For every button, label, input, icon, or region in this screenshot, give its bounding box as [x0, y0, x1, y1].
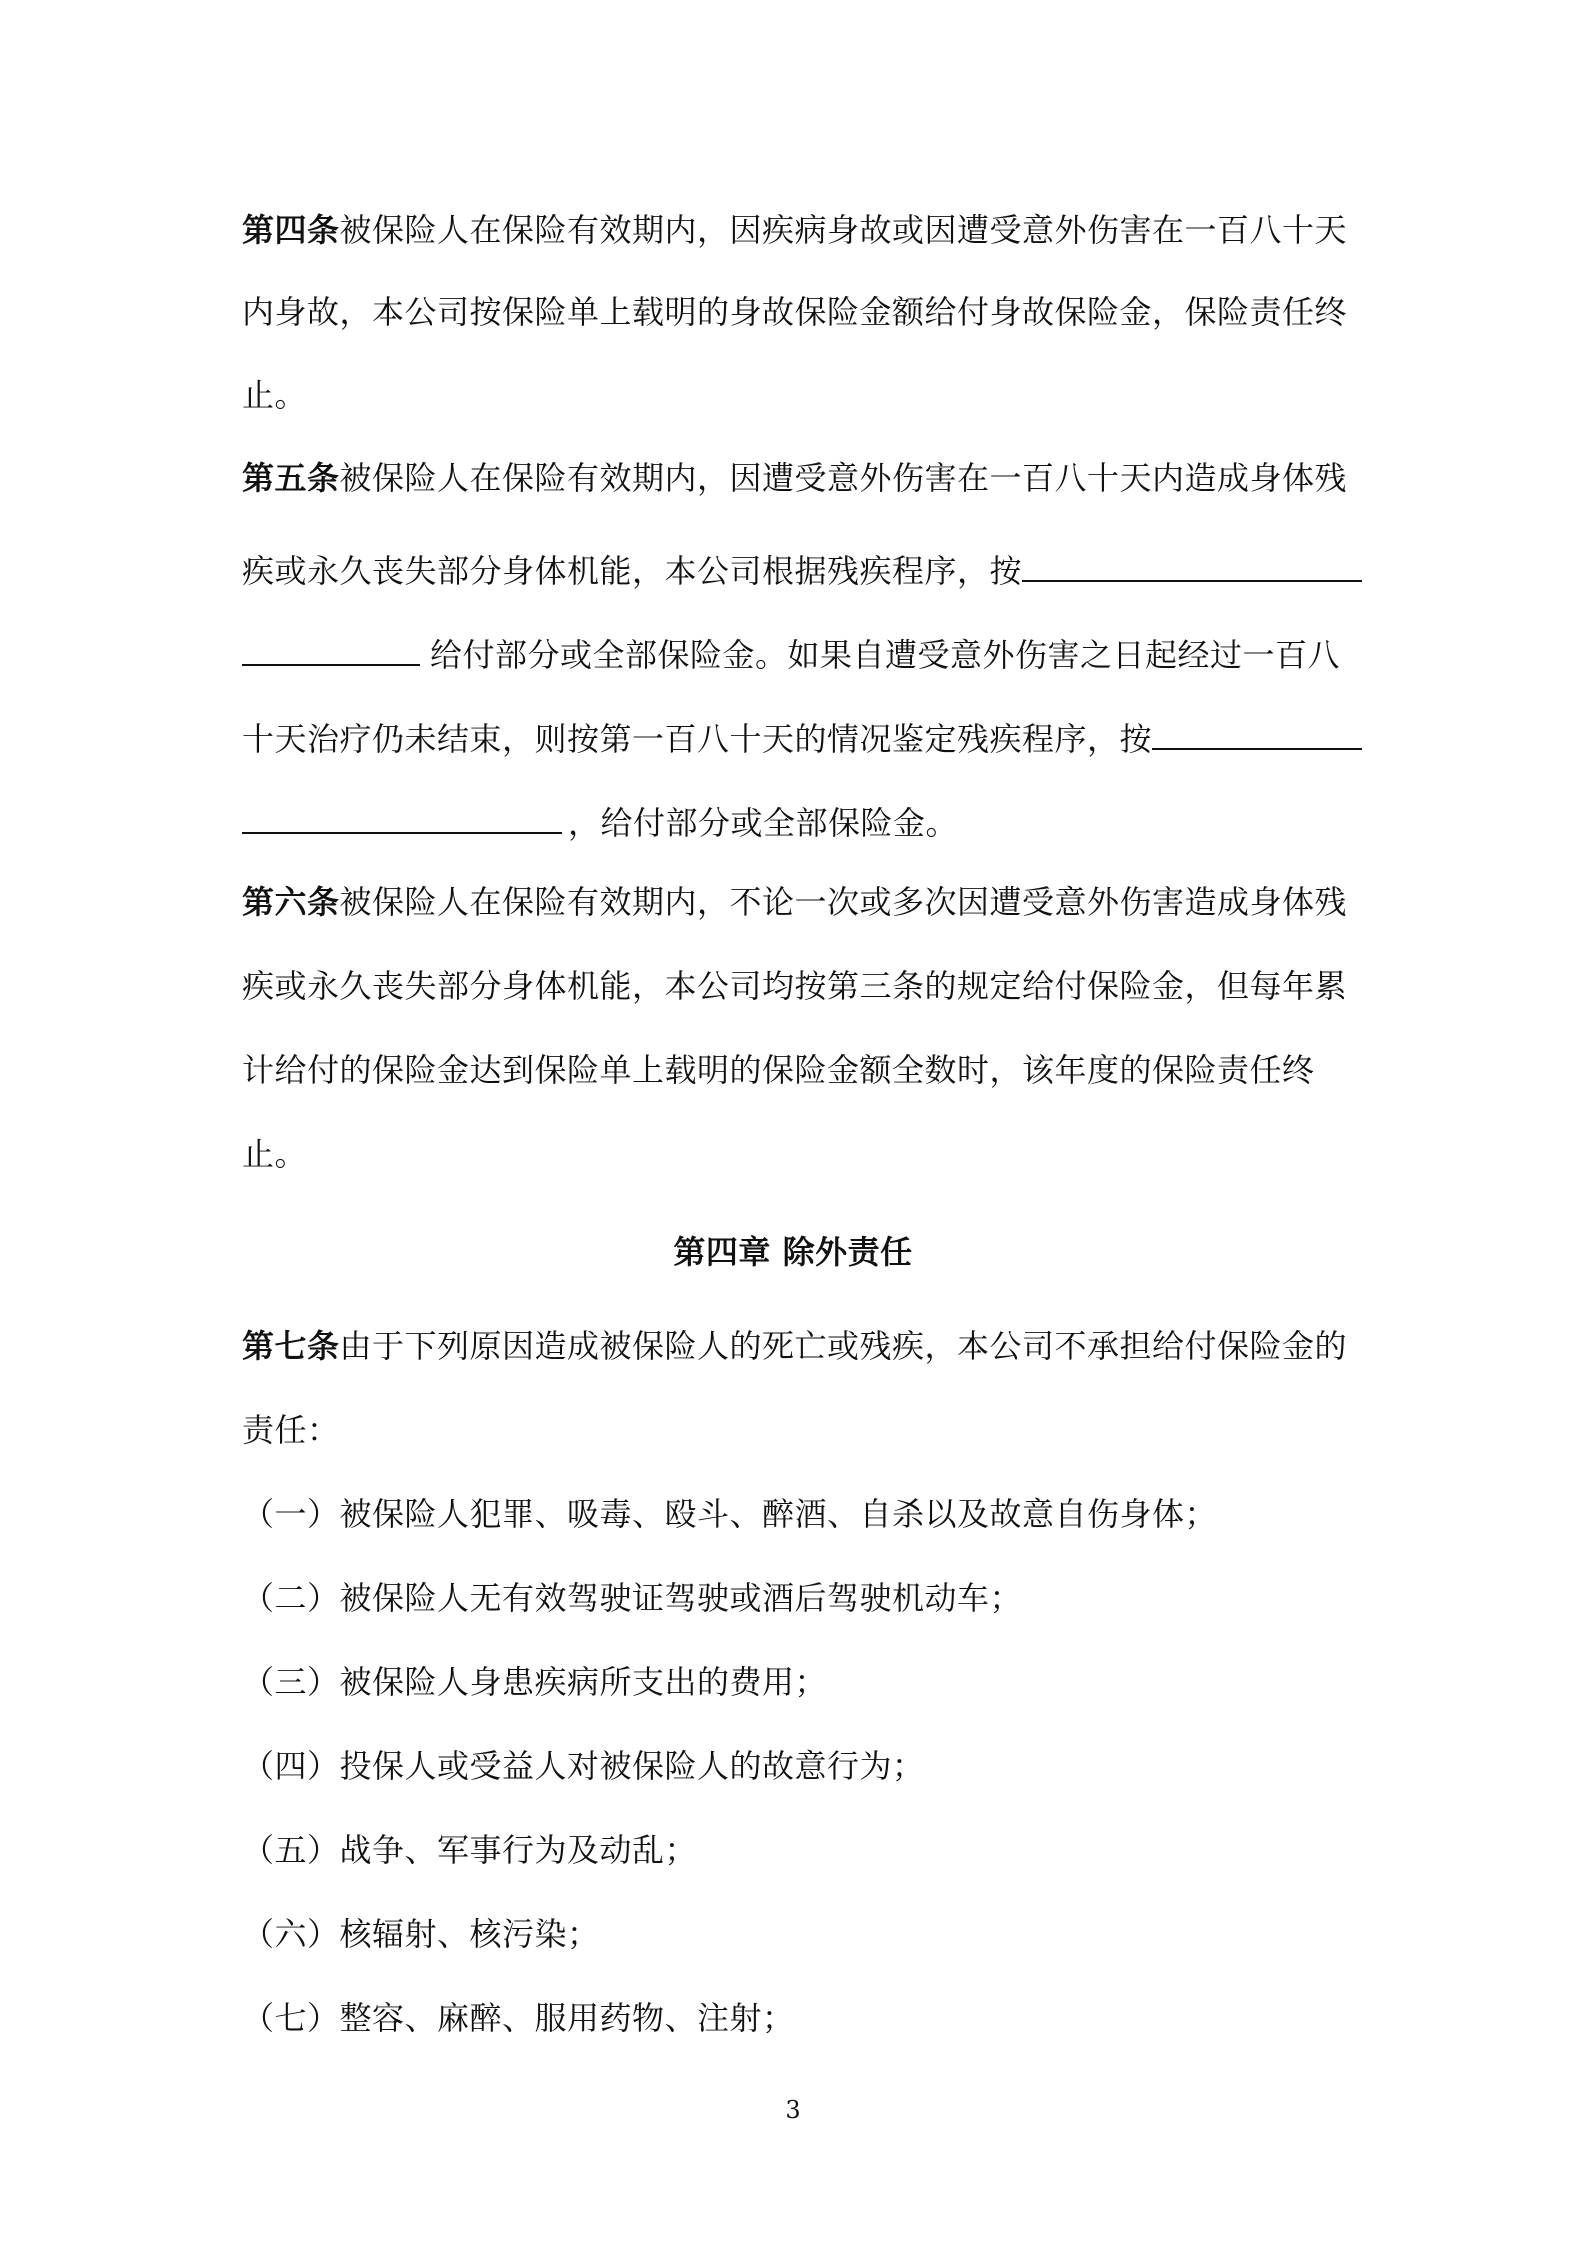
article-5-line-1: 第五条被保险人在保险有效期内，因遭受意外伤害在一百八十天内造成身体残 [242, 459, 1348, 497]
article-5-line-5: ，给付部分或全部保险金。 [242, 802, 958, 843]
article-label: 第六条 [242, 883, 340, 921]
list-item: （四）投保人或受益人对被保险人的故意行为； [242, 1747, 925, 1785]
list-item: （七）整容、麻醉、服用药物、注射； [242, 1999, 795, 2037]
article-6-line-3: 计给付的保险金达到保险单上载明的保险金额全数时，该年度的保险责任终 [242, 1051, 1315, 1089]
article-6-line-1: 第六条被保险人在保险有效期内，不论一次或多次因遭受意外伤害造成身体残 [242, 883, 1348, 921]
article-6-line-2: 疾或永久丧失部分身体机能，本公司均按第三条的规定给付保险金，但每年累 [242, 967, 1348, 1005]
list-item: （六）核辐射、核污染； [242, 1915, 600, 1953]
article-7-line-2: 责任： [242, 1411, 340, 1449]
fill-in-blank[interactable] [242, 802, 562, 834]
article-5-line-4: 十天治疗仍未结束，则按第一百八十天的情况鉴定残疾程序，按 [242, 718, 1362, 759]
chapter-heading: 第四章 除外责任 [673, 1233, 913, 1271]
article-6-line-4: 止。 [242, 1135, 308, 1173]
article-label: 第四条 [242, 211, 340, 249]
article-5-line-2: 疾或永久丧失部分身体机能，本公司根据残疾程序，按 [242, 550, 1362, 591]
article-label: 第七条 [242, 1327, 340, 1365]
fill-in-blank[interactable] [1152, 718, 1362, 750]
list-item: （五）战争、军事行为及动乱； [242, 1831, 698, 1869]
article-5-line-3: 给付部分或全部保险金。如果自遭受意外伤害之日起经过一百八 [242, 634, 1340, 675]
list-item: （二）被保险人无有效驾驶证驾驶或酒后驾驶机动车； [242, 1579, 1023, 1617]
page-number: 3 [785, 2096, 801, 2124]
fill-in-blank[interactable] [242, 634, 420, 666]
article-label: 第五条 [242, 459, 340, 497]
article-4-line-2: 内身故，本公司按保险单上载明的身故保险金额给付身故保险金，保险责任终 [242, 293, 1348, 331]
fill-in-blank[interactable] [1022, 550, 1362, 582]
article-7-line-1: 第七条由于下列原因造成被保险人的死亡或残疾，本公司不承担给付保险金的 [242, 1327, 1348, 1365]
list-item: （一）被保险人犯罪、吸毒、殴斗、醉酒、自杀以及故意自伤身体； [242, 1495, 1218, 1533]
article-4-line-3: 止。 [242, 376, 308, 414]
article-4-line-1: 第四条被保险人在保险有效期内，因疾病身故或因遭受意外伤害在一百八十天 [242, 211, 1348, 249]
list-item: （三）被保险人身患疾病所支出的费用； [242, 1663, 828, 1701]
